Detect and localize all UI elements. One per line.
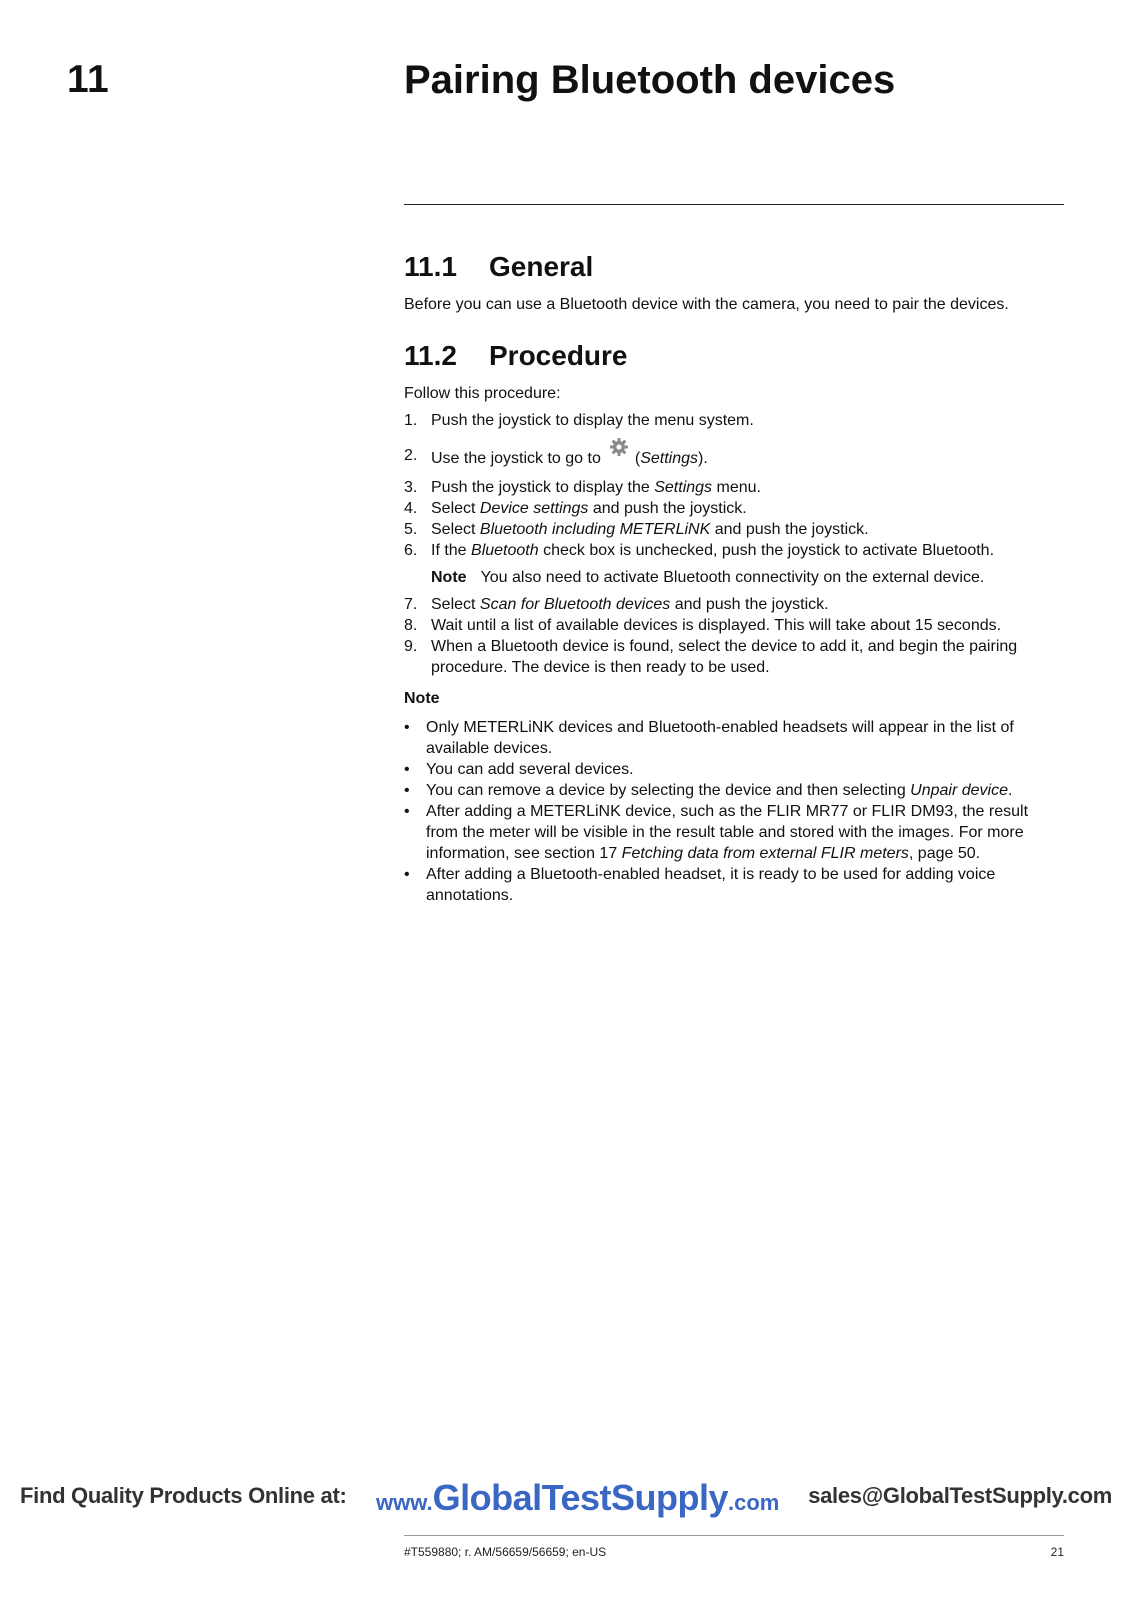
chapter-number: 11 — [67, 58, 110, 101]
step-text-post: and push the joystick. — [670, 596, 829, 613]
general-paragraph: Before you can use a Bluetooth device with the camera, you need to pair the devices. — [404, 296, 1009, 313]
procedure-intro: Follow this procedure: — [404, 385, 561, 402]
note-item — [404, 864, 1064, 906]
step-text: Push the joystick to display the menu system. — [431, 412, 754, 429]
step-text: Use the joystick to go to — [431, 450, 601, 467]
step-note-text: You also need to activate Bluetooth connectivity on the external device. — [480, 569, 985, 586]
step-italic: Settings — [640, 450, 698, 467]
step-number: 4. — [404, 500, 418, 517]
procedure-steps — [404, 410, 1064, 561]
step-item — [404, 519, 1064, 540]
step-item — [404, 594, 1064, 615]
bullet: • — [404, 761, 410, 778]
note-text-post: , page 50. — [908, 845, 981, 862]
step-number: 7. — [404, 596, 418, 613]
step-item — [404, 615, 1064, 636]
step-italic: Scan for Bluetooth devices — [479, 596, 671, 613]
note-text: You can remove a device by selecting the device and then selecting — [426, 782, 911, 799]
step-italic: Bluetooth — [471, 542, 539, 559]
note-italic: Unpair device — [910, 782, 1008, 799]
step-text-post: menu. — [712, 479, 761, 496]
step-text: Push the joystick to display the — [431, 479, 655, 496]
step-number: 2. — [404, 447, 418, 464]
main-content — [404, 250, 1064, 906]
section-title: Procedure — [489, 340, 628, 371]
ad-com: .com — [728, 1490, 780, 1515]
note-italic: Fetching data from external FLIR meters — [621, 845, 909, 862]
bullet: • — [404, 719, 410, 736]
ad-brand: GlobalTestSupply — [432, 1477, 729, 1518]
step-text: When a Bluetooth device is found, select the device to add it, and begin the pairing procedure. The device is then ready to be used. — [431, 638, 1018, 676]
step-item — [404, 477, 1064, 498]
note-heading: Note — [404, 690, 440, 707]
step-italic: Bluetooth including METERLiNK — [479, 521, 711, 538]
step-number: 6. — [404, 542, 418, 559]
ad-www: www. — [376, 1490, 433, 1515]
step-item — [404, 540, 1064, 561]
section-number: 11.1 — [404, 251, 457, 282]
step-text-post: and push the joystick. — [588, 500, 747, 517]
step-text: If the — [431, 542, 472, 559]
note-text: After adding a Bluetooth-enabled headset, it is ready to be used for adding voice annotations. — [426, 866, 996, 904]
step-item — [404, 636, 1064, 678]
step-italic: Settings — [654, 479, 713, 496]
ad-email-link[interactable]: sales@GlobalTestSupply.com — [808, 1483, 1112, 1508]
step-text: Select — [431, 521, 480, 538]
step-note-label: Note — [431, 569, 467, 586]
section-title: General — [489, 251, 594, 282]
note-text: Only METERLiNK devices and Bluetooth-enabled headsets will appear in the list of available devices. — [426, 719, 1014, 757]
note-text: You can add several devices. — [426, 761, 634, 778]
footer-rule — [404, 1535, 1064, 1536]
paren: ( — [634, 450, 641, 467]
step-number: 5. — [404, 521, 418, 538]
procedure-steps-continued — [404, 594, 1064, 678]
step-item — [404, 445, 1064, 469]
section-number: 11.2 — [404, 340, 457, 371]
step-number: 8. — [404, 617, 418, 634]
bullet: • — [404, 782, 410, 799]
note-text-post: . — [1008, 782, 1013, 799]
bullet: • — [404, 866, 410, 883]
step-item — [404, 498, 1064, 519]
note-item — [404, 780, 1064, 801]
step-text-post: check box is unchecked, push the joystick to activate Bluetooth. — [538, 542, 995, 559]
step-number: 1. — [404, 412, 418, 429]
step-italic: Device settings — [479, 500, 589, 517]
note-item — [404, 717, 1064, 759]
step-text-post: and push the joystick. — [710, 521, 869, 538]
note-item — [404, 759, 1064, 780]
section-general-heading — [404, 250, 1064, 284]
note-item — [404, 801, 1064, 864]
bullet: • — [404, 803, 410, 820]
step-text: Select — [431, 500, 480, 517]
step-text: Select — [431, 596, 480, 613]
notes-list — [404, 717, 1064, 906]
step-text-post: ). — [698, 450, 708, 467]
step-item — [404, 410, 1064, 431]
gear-icon — [609, 437, 629, 457]
chapter-title: Pairing Bluetooth devices — [404, 58, 896, 102]
step-note — [404, 567, 1064, 588]
page-number: 21 — [1050, 1545, 1064, 1559]
step-number: 9. — [404, 638, 418, 655]
footer-advertisement — [0, 1477, 1132, 1517]
ad-website-link[interactable] — [376, 1477, 779, 1519]
title-rule — [404, 204, 1064, 205]
step-number: 3. — [404, 479, 418, 496]
ad-tagline: Find Quality Products Online at: — [20, 1483, 347, 1508]
step-text: Wait until a list of available devices is displayed. This will take about 15 seconds. — [431, 617, 1002, 634]
section-procedure-heading — [404, 339, 1064, 373]
note-text: After adding a METERLiNK device, such as the FLIR MR77 or FLIR DM93, the result from the meter will be visible in the result table and stored with the images. For more information, see section 17 — [426, 803, 1029, 862]
document-id: #T559880; r. AM/56659/56659; en-US — [404, 1545, 607, 1559]
